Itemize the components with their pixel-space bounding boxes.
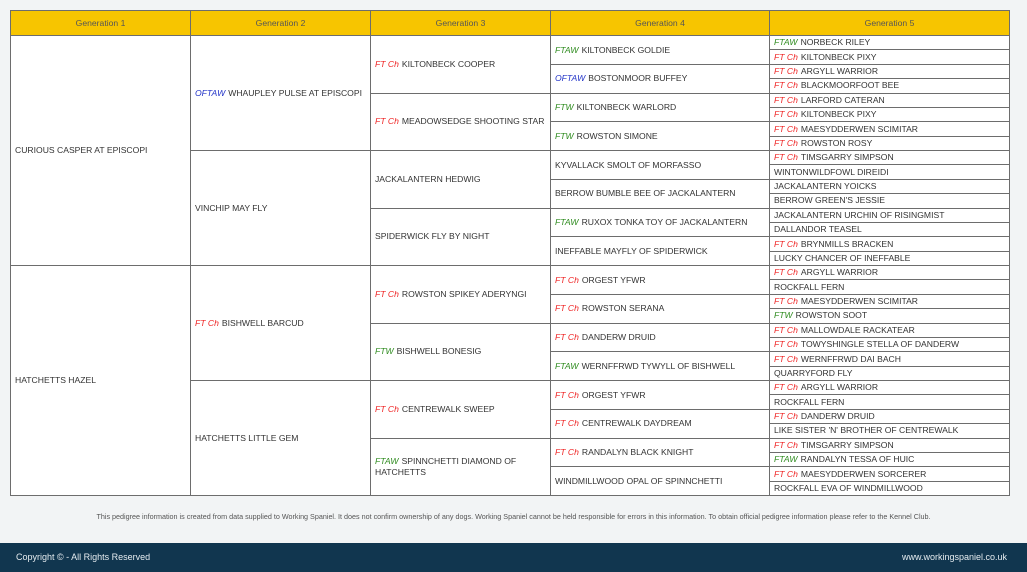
dog-title: FTW xyxy=(774,310,793,321)
dog-name: BLACKMOORFOOT BEE xyxy=(800,80,900,91)
dog-name: KYVALLACK SMOLT OF MORFASSO xyxy=(555,159,702,170)
generation-2-cell xyxy=(191,381,371,496)
generation-5-cell xyxy=(770,64,1010,78)
dog-title: FT Ch xyxy=(774,411,798,422)
dog-title: FT Ch xyxy=(774,152,798,163)
site-url: www.workingspaniel.co.uk xyxy=(901,552,1007,562)
generation-5-cell xyxy=(770,323,1010,337)
dog-name: ROWSTON SIMONE xyxy=(576,130,658,141)
dog-name: BRYNMILLS BRACKEN xyxy=(800,238,894,249)
dog-name: INEFFABLE MAYFLY OF SPIDERWICK xyxy=(555,245,708,256)
dog-name: ROCKFALL EVA OF WINDMILLWOOD xyxy=(774,482,923,493)
dog-title: FTAW xyxy=(375,456,399,467)
dog-name: ROWSTON SPIKEY ADERYNGI xyxy=(401,288,527,299)
dog-name: SPINNCHETTI DIAMOND OF HATCHETTS xyxy=(375,456,517,477)
dog-title: FT Ch xyxy=(774,296,798,307)
dog-name: DANDERW DRUID xyxy=(581,332,656,342)
dog-name: DANDERW DRUID xyxy=(800,411,875,422)
dog-name: ORGEST YFWR xyxy=(581,274,646,285)
header-generation-2: Generation 2 xyxy=(191,11,371,36)
generation-5-cell xyxy=(770,381,1010,395)
generation-4-cell xyxy=(551,151,770,180)
dog-title: FT Ch xyxy=(774,382,798,393)
dog-name: KILTONBECK WARLORD xyxy=(576,102,677,112)
dog-name: MALLOWDALE RACKATEAR xyxy=(800,324,915,335)
dog-name: ROWSTON SERANA xyxy=(581,303,665,314)
dog-title: FT Ch xyxy=(555,274,579,285)
dog-title: FT Ch xyxy=(774,94,798,105)
generation-5-cell xyxy=(770,481,1010,495)
dog-name: RANDALYN BLACK KNIGHT xyxy=(581,447,694,457)
dog-name: KILTONBECK GOLDIE xyxy=(581,44,671,55)
dog-name: WERNFFRWD TYWYLL OF BISHWELL xyxy=(581,360,736,371)
generation-5-cell xyxy=(770,309,1010,323)
generation-5-cell xyxy=(770,294,1010,308)
dog-name: LUCKY CHANCER OF INEFFABLE xyxy=(774,252,911,263)
dog-name: JACKALANTERN URCHIN OF RISINGMIST xyxy=(774,209,945,220)
footer-bar xyxy=(0,543,1027,572)
dog-name: WHAUPLEY PULSE AT EPISCOPI xyxy=(228,87,362,98)
generation-5-cell xyxy=(770,395,1010,409)
header-generation-3: Generation 3 xyxy=(371,11,551,36)
generation-5-cell xyxy=(770,266,1010,280)
dog-title: FT Ch xyxy=(774,439,798,450)
dog-name: JACKALANTERN HEDWIG xyxy=(375,173,481,184)
dog-name: CURIOUS CASPER AT EPISCOPI xyxy=(15,145,148,156)
dog-title: FT Ch xyxy=(774,238,798,249)
generation-4-cell xyxy=(551,179,770,208)
generation-3-cell xyxy=(371,36,551,94)
generation-4-cell xyxy=(551,294,770,323)
generation-2-cell xyxy=(191,266,371,381)
generation-5-cell xyxy=(770,136,1010,150)
generation-4-cell xyxy=(551,438,770,467)
dog-name: BISHWELL BONESIG xyxy=(396,346,482,357)
dog-name: WERNFFRWD DAI BACH xyxy=(800,353,901,364)
copyright-text: Copyright © - All Rights Reserved xyxy=(16,552,151,562)
dog-name: HATCHETTS HAZEL xyxy=(15,375,97,386)
dog-title: FT Ch xyxy=(774,353,798,364)
generation-5-cell xyxy=(770,79,1010,93)
dog-name: BERROW BUMBLE BEE OF JACKALANTERN xyxy=(555,188,736,199)
dog-title: FTW xyxy=(555,130,574,141)
generation-5-cell xyxy=(770,409,1010,423)
generation-3-cell xyxy=(371,266,551,324)
dog-name: ARGYLL WARRIOR xyxy=(800,267,879,278)
dog-title: FT Ch xyxy=(375,403,399,414)
generation-5-cell xyxy=(770,352,1010,366)
header-generation-5: Generation 5 xyxy=(770,11,1010,36)
generation-5-cell xyxy=(770,165,1010,179)
dog-name: MAESYDDERWEN SORCERER xyxy=(800,468,927,479)
dog-name: KILTONBECK PIXY xyxy=(800,51,877,62)
generation-5-cell xyxy=(770,208,1010,222)
generation-5-cell xyxy=(770,467,1010,481)
pedigree-table xyxy=(10,10,1010,496)
dog-name: MAESYDDERWEN SCIMITAR xyxy=(800,123,919,134)
generation-5-cell xyxy=(770,452,1010,466)
generation-1-cell xyxy=(11,266,191,496)
generation-4-cell xyxy=(551,381,770,410)
generation-4-cell xyxy=(551,208,770,237)
dog-title: FTAW xyxy=(555,217,579,227)
dog-title: FT Ch xyxy=(774,123,798,134)
generation-3-cell xyxy=(371,381,551,439)
dog-name: LARFORD CATERAN xyxy=(800,94,885,105)
generation-1-cell xyxy=(11,36,191,266)
dog-name: ROWSTON SOOT xyxy=(795,310,868,321)
generation-5-cell xyxy=(770,366,1010,380)
dog-name: BISHWELL BARCUD xyxy=(221,317,304,328)
dog-title: FT Ch xyxy=(774,66,798,77)
dog-name: BOSTONMOOR BUFFEY xyxy=(588,73,688,84)
dog-name: TIMSGARRY SIMPSON xyxy=(800,152,894,163)
header-generation-1: Generation 1 xyxy=(11,11,191,36)
dog-title: FT Ch xyxy=(774,267,798,278)
generation-2-cell xyxy=(191,36,371,151)
dog-name: MAESYDDERWEN SCIMITAR xyxy=(800,296,919,307)
generation-4-cell xyxy=(551,467,770,496)
dog-title: FTAW xyxy=(555,44,579,55)
dog-title: FT Ch xyxy=(774,80,798,91)
generation-5-cell xyxy=(770,222,1010,236)
generation-3-cell xyxy=(371,323,551,381)
dog-name: QUARRYFORD FLY xyxy=(774,367,853,378)
generation-5-cell xyxy=(770,36,1010,50)
generation-4-cell xyxy=(551,409,770,438)
dog-name: KILTONBECK PIXY xyxy=(800,109,877,120)
generation-4-cell xyxy=(551,64,770,93)
dog-title: FTAW xyxy=(555,360,579,371)
dog-title: FT Ch xyxy=(774,324,798,335)
generation-2-cell xyxy=(191,151,371,266)
generation-5-cell xyxy=(770,122,1010,136)
generation-3-cell xyxy=(371,151,551,209)
dog-name: SPIDERWICK FLY BY NIGHT xyxy=(375,231,490,242)
dog-title: FT Ch xyxy=(555,447,579,457)
dog-name: ORGEST YFWR xyxy=(581,389,646,400)
dog-title: FT Ch xyxy=(375,116,399,127)
dog-title: FT Ch xyxy=(195,317,219,328)
dog-name: ARGYLL WARRIOR xyxy=(800,382,879,393)
dog-name: JACKALANTERN YOICKS xyxy=(774,181,877,192)
dog-title: FTAW xyxy=(774,37,798,48)
dog-name: KILTONBECK COOPER xyxy=(401,58,496,69)
header-generation-4: Generation 4 xyxy=(551,11,770,36)
pedigree-row xyxy=(11,266,1010,280)
generation-4-cell xyxy=(551,237,770,266)
generation-5-cell xyxy=(770,237,1010,251)
generation-3-cell xyxy=(371,93,551,151)
dog-name: ARGYLL WARRIOR xyxy=(800,66,879,77)
dog-title: OFTAW xyxy=(555,73,586,84)
generation-5-cell xyxy=(770,179,1010,193)
pedigree-row xyxy=(11,36,1010,50)
generation-5-cell xyxy=(770,50,1010,64)
generation-4-cell xyxy=(551,122,770,151)
dog-name: DALLANDOR TEASEL xyxy=(774,224,862,235)
dog-title: FT Ch xyxy=(774,109,798,120)
dog-title: FT Ch xyxy=(774,137,798,148)
generation-5-cell xyxy=(770,251,1010,265)
dog-name: TOWYSHINGLE STELLA OF DANDERW xyxy=(800,339,960,350)
dog-name: ROWSTON ROSY xyxy=(800,137,873,148)
dog-title: FT Ch xyxy=(774,468,798,479)
dog-title: FTW xyxy=(375,346,394,357)
generation-5-cell xyxy=(770,194,1010,208)
dog-title: OFTAW xyxy=(195,87,226,98)
dog-name: ROCKFALL FERN xyxy=(774,396,845,407)
header-row xyxy=(11,11,1010,36)
generation-4-cell xyxy=(551,36,770,65)
dog-title: FT Ch xyxy=(375,58,399,69)
dog-name: WINDMILLWOOD OPAL OF SPINNCHETTI xyxy=(555,475,723,486)
dog-name: TIMSGARRY SIMPSON xyxy=(800,439,894,450)
dog-title: FT Ch xyxy=(774,339,798,350)
dog-name: WINTONWILDFOWL DIREIDI xyxy=(774,166,889,177)
dog-name: HATCHETTS LITTLE GEM xyxy=(195,432,299,443)
dog-name: RUXOX TONKA TOY OF JACKALANTERN xyxy=(581,217,748,227)
dog-title: FT Ch xyxy=(555,418,579,429)
dog-name: RANDALYN TESSA OF HUIC xyxy=(800,454,915,465)
generation-5-cell xyxy=(770,93,1010,107)
dog-title: FT Ch xyxy=(774,51,798,62)
generation-5-cell xyxy=(770,424,1010,438)
dog-title: FT Ch xyxy=(555,332,579,342)
dog-title: FTW xyxy=(555,102,574,112)
dog-title: FT Ch xyxy=(555,303,579,314)
generation-5-cell xyxy=(770,107,1010,121)
dog-name: BERROW GREEN'S JESSIE xyxy=(774,195,885,206)
dog-name: VINCHIP MAY FLY xyxy=(195,202,268,213)
generation-5-cell xyxy=(770,337,1010,351)
generation-5-cell xyxy=(770,438,1010,452)
generation-4-cell xyxy=(551,93,770,122)
generation-5-cell xyxy=(770,151,1010,165)
dog-title: FT Ch xyxy=(375,288,399,299)
generation-4-cell xyxy=(551,352,770,381)
generation-5-cell xyxy=(770,280,1010,294)
generation-4-cell xyxy=(551,266,770,295)
generation-3-cell xyxy=(371,208,551,266)
dog-name: ROCKFALL FERN xyxy=(774,281,845,292)
dog-name: CENTREWALK SWEEP xyxy=(401,403,495,414)
dog-title: FT Ch xyxy=(555,389,579,400)
generation-4-cell xyxy=(551,323,770,352)
dog-title: FTAW xyxy=(774,454,798,465)
generation-3-cell xyxy=(371,438,551,496)
disclaimer-text: This pedigree information is created from data supplied to Working Spaniel. It does not confirm ownership of any dogs. Working Spaniel cannot be held responsible for errors in this information. To obtain official pedigree information please refer to the Kennel Club. xyxy=(96,512,931,521)
dog-name: LIKE SISTER 'N' BROTHER OF CENTREWALK xyxy=(774,425,959,436)
dog-name: MEADOWSEDGE SHOOTING STAR xyxy=(401,116,545,127)
dog-name: NORBECK RILEY xyxy=(800,37,871,48)
dog-name: CENTREWALK DAYDREAM xyxy=(581,418,692,429)
